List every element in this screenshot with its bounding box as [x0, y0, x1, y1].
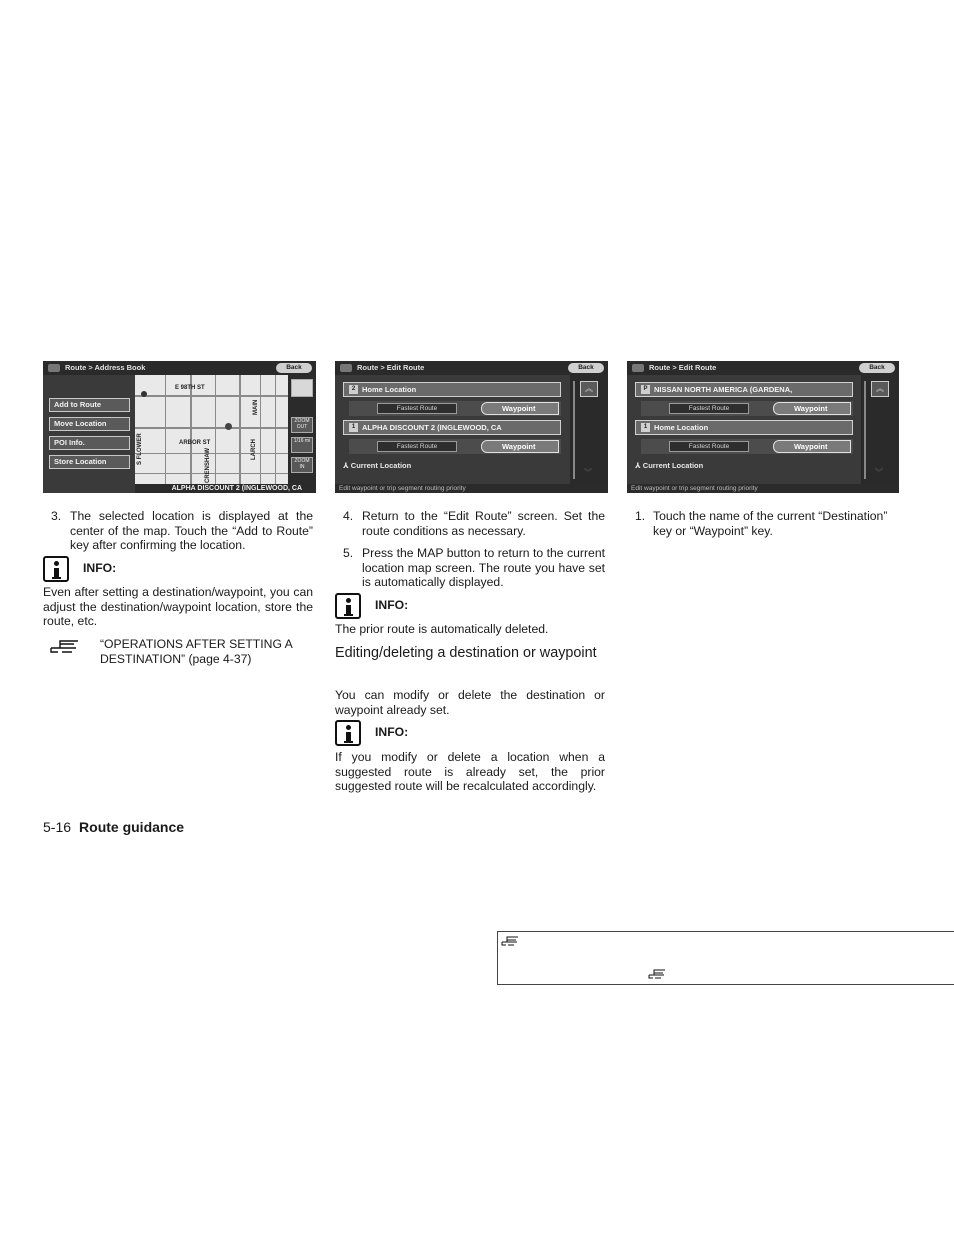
location-pin-icon — [225, 423, 232, 430]
map-location-name: ALPHA DISCOUNT 2 (INGLEWOOD, CA — [135, 484, 316, 493]
status-hint: Edit waypoint or trip segment routing priority — [335, 484, 608, 493]
info-block — [335, 720, 535, 746]
scroll-up-icon[interactable]: ︽ — [871, 381, 889, 397]
step-number: 4. — [343, 509, 354, 523]
segment-row — [641, 401, 853, 416]
step-4-text: Return to the “Edit Route” screen. Set the route conditions as necessary. — [362, 509, 605, 538]
waypoint-button[interactable]: Waypoint — [481, 440, 559, 453]
fastest-route-button[interactable]: Fastest Route — [669, 441, 749, 452]
title-bar — [335, 361, 608, 375]
segment-row — [641, 439, 853, 454]
step-3-text: The selected location is displayed at the center of the map. Touch the “Add to Route” key after confirming the location. — [70, 509, 313, 553]
step-number: 1. — [635, 509, 646, 523]
nav-icon — [340, 364, 352, 372]
route-point-button[interactable]: 1 ALPHA DISCOUNT 2 (INGLEWOOD, CA — [343, 420, 561, 435]
add-to-route-button[interactable]: Add to Route — [49, 398, 130, 412]
street-label: MAIN — [253, 399, 259, 415]
zoom-in-button[interactable]: ZOOM IN — [291, 457, 313, 473]
back-button[interactable]: Back — [276, 363, 312, 373]
info-text: If you modify or delete a location when a suggested route is already set, the prior suggested route will be recalculated accordingly. — [335, 750, 605, 794]
breadcrumb: Route > Address Book — [65, 363, 146, 372]
step-5-text: Press the MAP button to return to the current location map screen. The route you have set is automatically displayed. — [362, 546, 605, 590]
title-bar — [43, 361, 316, 375]
move-location-button[interactable]: Move Location — [49, 417, 130, 431]
title-bar — [627, 361, 899, 375]
page-footer — [43, 819, 184, 835]
info-text: Even after setting a destination/waypoint, you can adjust the destination/waypoint location, store the route, etc. — [43, 585, 313, 629]
reference-hand-icon — [648, 968, 666, 980]
route-point-button[interactable]: 2 Home Location — [343, 382, 561, 397]
street-label: LARCH — [251, 439, 257, 460]
info-icon — [43, 556, 69, 582]
section-name: Route guidance — [79, 819, 185, 835]
scroll-up-icon[interactable]: ︽ — [580, 381, 598, 397]
reference-text: “OPERATIONS AFTER SETTING A DESTINATION” (page 4-37) — [100, 637, 293, 666]
info-label: INFO: — [83, 561, 117, 575]
info-label: INFO: — [375, 598, 409, 612]
save-icon[interactable] — [291, 379, 313, 397]
screenshot-edit-route-2 — [627, 361, 899, 493]
poi-info-button[interactable]: POI Info. — [49, 436, 130, 450]
step-1-text: Touch the name of the current “Destination” key or “Waypoint” key. — [653, 509, 888, 538]
breadcrumb: Route > Edit Route — [649, 363, 717, 372]
segment-row — [349, 401, 561, 416]
status-hint: Edit waypoint or trip segment routing priority — [627, 484, 899, 493]
street-label: S FLOWER — [137, 433, 143, 465]
step-number: 3. — [51, 509, 62, 523]
street-label: E 98TH ST — [175, 385, 205, 391]
waypoint-button[interactable]: Waypoint — [773, 440, 851, 453]
route-point-button[interactable]: 1 Home Location — [635, 420, 853, 435]
info-block — [335, 593, 535, 619]
destination-button[interactable]: P NISSAN NORTH AMERICA (GARDENA, — [635, 382, 853, 397]
scroll-down-icon[interactable]: ︾ — [875, 468, 883, 477]
current-location-label[interactable]: ⅄ Current Location — [343, 461, 412, 470]
current-location-label[interactable]: ⅄ Current Location — [635, 461, 704, 470]
scroll-column — [570, 375, 608, 484]
back-button[interactable]: Back — [568, 363, 604, 373]
back-button[interactable]: Back — [859, 363, 895, 373]
fastest-route-button[interactable]: Fastest Route — [377, 403, 457, 414]
info-icon — [335, 720, 361, 746]
nav-icon — [632, 364, 644, 372]
screenshot-edit-route-1 — [335, 361, 608, 493]
scroll-down-icon[interactable]: ︾ — [584, 468, 592, 477]
breadcrumb: Route > Edit Route — [357, 363, 425, 372]
section-paragraph: You can modify or delete the destination or waypoint already set. — [335, 688, 605, 717]
reference-hand-icon — [50, 637, 80, 655]
store-location-button[interactable]: Store Location — [49, 455, 130, 469]
info-block — [43, 556, 243, 582]
scroll-column — [861, 375, 899, 484]
legend-box — [497, 931, 954, 985]
zoom-out-button[interactable]: ZOOM OUT — [291, 417, 313, 433]
scrollbar[interactable] — [864, 381, 866, 479]
step-number: 5. — [343, 546, 354, 560]
fastest-route-button[interactable]: Fastest Route — [377, 441, 457, 452]
scale-indicator: 1/16 mi — [291, 437, 313, 453]
page-number: 5-16 — [43, 819, 72, 835]
info-text: The prior route is automatically deleted. — [335, 622, 549, 636]
poi-marker-icon — [141, 391, 147, 397]
street-label: ARBOR ST — [179, 440, 211, 446]
waypoint-button[interactable]: Waypoint — [773, 402, 851, 415]
section-heading: Editing/deleting a destination or waypoint — [335, 645, 597, 661]
waypoint-button[interactable]: Waypoint — [481, 402, 559, 415]
info-label: INFO: — [375, 725, 409, 739]
nav-icon — [48, 364, 60, 372]
reference-hand-icon — [501, 935, 519, 947]
screenshot-address-book — [43, 361, 316, 493]
scrollbar[interactable] — [573, 381, 575, 479]
info-icon — [335, 593, 361, 619]
map-view[interactable] — [135, 375, 288, 487]
map-side-keys — [288, 375, 316, 485]
fastest-route-button[interactable]: Fastest Route — [669, 403, 749, 414]
street-label: CRENSHAW — [205, 447, 211, 483]
segment-row — [349, 439, 561, 454]
